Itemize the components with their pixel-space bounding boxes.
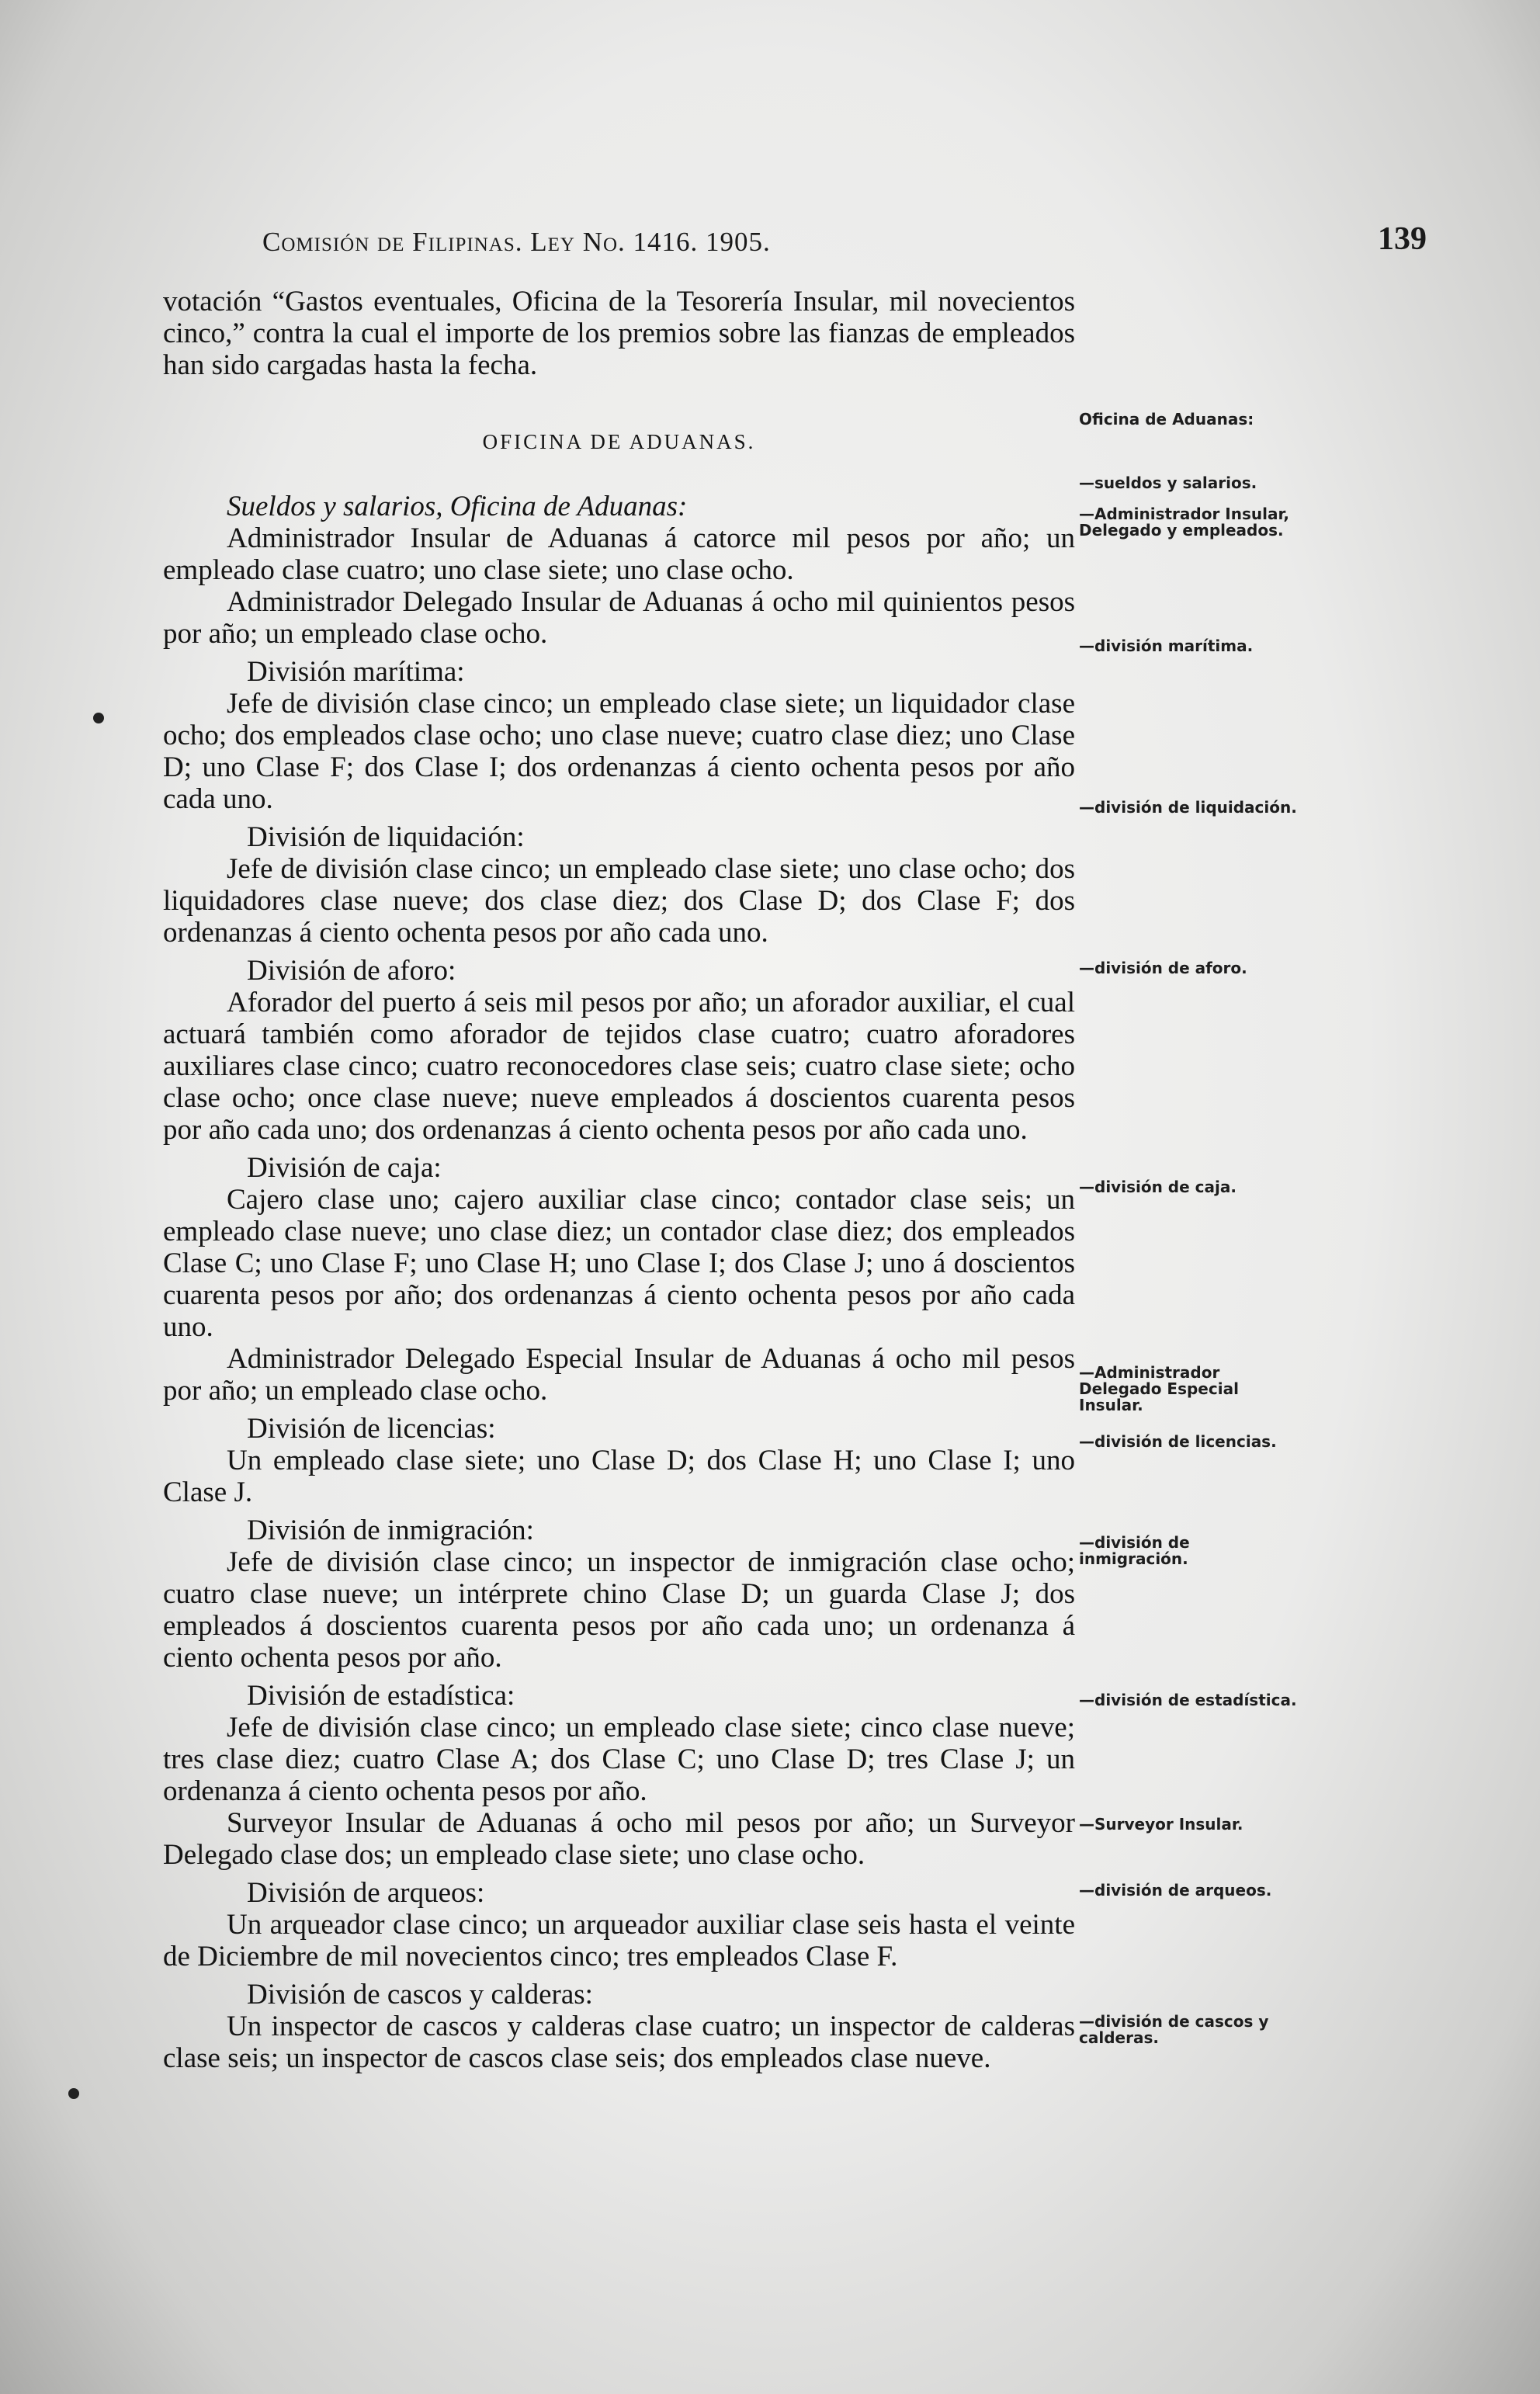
page-header bbox=[262, 220, 1427, 267]
licencias-heading: División de licencias: bbox=[247, 1413, 496, 1445]
administrador-paragraph: Administrador Insular de Aduanas á catorce mil pesos por año; un empleado clase cuatro; uno clase siete; uno clase ocho. bbox=[163, 522, 1075, 586]
margin-note-licencias: —división de licencias. bbox=[1079, 1432, 1277, 1451]
section-title: OFICINA DE ADUANAS. bbox=[482, 430, 756, 453]
intro-paragraph: votación “Gastos eventuales, Oficina de la Tesorería Insular, mil novecientos cinco,” contra la cual el importe de los premios sobre las fianzas de empleados han sido cargadas hasta la fecha. bbox=[163, 286, 1075, 381]
estadistica-paragraph: Jefe de división clase cinco; un empleado clase siete; cinco clase nueve; tres clase diez; cuatro Clase A; dos Clase C; uno Clase D; tres Clase J; un ordenanza á ciento ochenta pesos por año. bbox=[163, 1712, 1075, 1807]
ink-spot bbox=[68, 2088, 79, 2099]
caja-heading: División de caja: bbox=[247, 1152, 442, 1184]
margin-note-caja: —división de caja. bbox=[1079, 1178, 1237, 1196]
liquidacion-paragraph: Jefe de división clase cinco; un empleado clase siete; uno clase ocho; dos liquidadores clase nueve; dos clase diez; dos Clase D; dos Clase F; dos ordenanzas á ciento ochenta pesos por año cada uno. bbox=[163, 853, 1075, 949]
estadistica-heading: División de estadística: bbox=[247, 1680, 515, 1712]
margin-note-cascos: —división de cascos y calderas. bbox=[1079, 2012, 1269, 2047]
maritima-heading: División marítima: bbox=[247, 656, 465, 688]
cascos-paragraph: Un inspector de cascos y calderas clase cuatro; un inspector de calderas clase seis; un inspector de cascos clase seis; dos empleados clase nueve. bbox=[163, 2011, 1075, 2074]
aforo-paragraph: Aforador del puerto á seis mil pesos por año; un aforador auxiliar, el cual actuará también como aforador de tejidos clase cuatro; cuatro aforadores auxiliares clase cinco; cuatro reconocedores clase seis; cuatro clase siete; ocho clase ocho; once clase nueve; nueve empleados á doscientos cuarenta pesos por año cada uno; dos ordenanzas á ciento ochenta pesos por año cada uno. bbox=[163, 987, 1075, 1146]
delegado-paragraph: Administrador Delegado Insular de Aduanas á ocho mil quinientos pesos por año; un empleado clase ocho. bbox=[163, 586, 1075, 650]
running-title: Comisión de Filipinas. Ley No. 1416. 1905. bbox=[262, 227, 771, 257]
licencias-paragraph: Un empleado clase siete; uno Clase D; dos Clase H; uno Clase I; uno Clase J. bbox=[163, 1445, 1075, 1508]
margin-note-oficina: Oficina de Aduanas: bbox=[1079, 410, 1254, 428]
arqueos-heading: División de arqueos: bbox=[247, 1877, 485, 1909]
body-text bbox=[163, 286, 1075, 2074]
margin-note-estadistica: —división de estadística. bbox=[1079, 1691, 1297, 1709]
sueldos-heading: Sueldos y salarios, Oficina de Aduanas: bbox=[227, 491, 688, 522]
aforo-heading: División de aforo: bbox=[247, 955, 456, 987]
margin-note-administrador: —Administrador Insular, Delegado y empleados. bbox=[1079, 505, 1289, 540]
maritima-paragraph: Jefe de división clase cinco; un empleado clase siete; un liquidador clase ocho; dos empleados clase ocho; uno clase nueve; cuatro clase diez; uno Clase D; uno Clase F; dos Clase I; dos ordenanzas á ciento ochenta pesos por año cada uno. bbox=[163, 688, 1075, 815]
margin-note-sueldos: —sueldos y salarios. bbox=[1079, 474, 1257, 492]
margin-note-surveyor: —Surveyor Insular. bbox=[1079, 1815, 1243, 1834]
ink-spot bbox=[93, 713, 104, 723]
margin-note-liquidacion: —división de liquidación. bbox=[1079, 798, 1297, 817]
surveyor-paragraph: Surveyor Insular de Aduanas á ocho mil pesos por año; un Surveyor Delegado clase dos; un empleado clase siete; uno clase ocho. bbox=[163, 1807, 1075, 1871]
margin-note-aforo: —división de aforo. bbox=[1079, 959, 1247, 977]
cascos-heading: División de cascos y calderas: bbox=[247, 1979, 593, 2011]
page-number: 139 bbox=[1378, 221, 1427, 257]
margin-note-arqueos: —división de arqueos. bbox=[1079, 1881, 1272, 1900]
especial-paragraph: Administrador Delegado Especial Insular de Aduanas á ocho mil pesos por año; un empleado clase ocho. bbox=[163, 1343, 1075, 1407]
margin-note-especial: —Administrador Delegado Especial Insular. bbox=[1079, 1363, 1239, 1414]
margin-note-maritima: —división marítima. bbox=[1079, 637, 1254, 655]
arqueos-paragraph: Un arqueador clase cinco; un arqueador auxiliar clase seis hasta el veinte de Diciembre de mil novecientos cinco; tres empleados Clase F. bbox=[163, 1909, 1075, 1972]
margin-note-inmigracion: —división de inmigración. bbox=[1079, 1533, 1190, 1568]
caja-paragraph: Cajero clase uno; cajero auxiliar clase cinco; contador clase seis; un empleado clase nueve; uno clase diez; un contador clase diez; dos empleados Clase C; uno Clase F; uno Clase H; uno Clase I; dos Clase J; uno á doscientos cuarenta pesos por año; dos ordenanzas á ciento ochenta pesos por año cada uno. bbox=[163, 1184, 1075, 1343]
inmigracion-paragraph: Jefe de división clase cinco; un inspector de inmigración clase ocho; cuatro clase nueve; un intérprete chino Clase D; un guarda Clase J; dos empleados á doscientos cuarenta pesos por año cada uno; un ordenanza á ciento ochenta pesos por año. bbox=[163, 1546, 1075, 1674]
inmigracion-heading: División de inmigración: bbox=[247, 1514, 534, 1546]
liquidacion-heading: División de liquidación: bbox=[247, 821, 525, 853]
